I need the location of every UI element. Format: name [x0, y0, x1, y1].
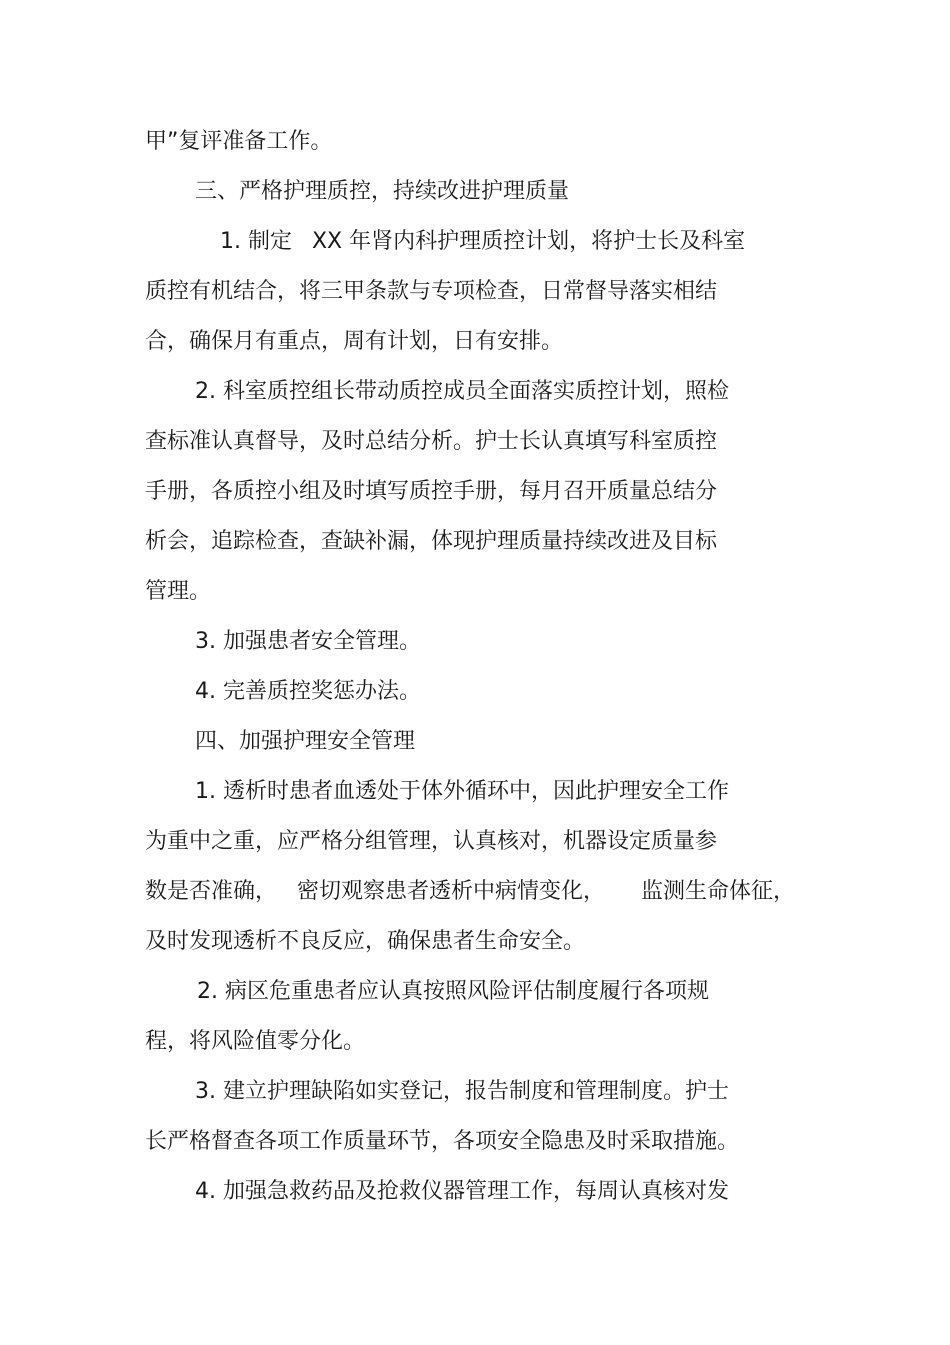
text-line: 4. 加强急救药品及抢救仪器管理工作，每周认真核对发: [195, 1179, 729, 1204]
text-segment: XX 年肾内科护理质控计划，将护士长及科室: [311, 229, 746, 254]
text-line: 长严格督查各项工作质量环节，各项安全隐患及时采取措施。: [145, 1129, 740, 1154]
text-line: 2. 科室质控组长带动质控成员全面落实质控计划，照检: [195, 379, 729, 404]
text-segment: 密切观察患者透析中病情变化，: [297, 879, 606, 904]
text-line: [145, 878, 795, 906]
text-line: 甲”复评准备工作。: [145, 129, 333, 154]
text-line: 手册，各质控小组及时填写质控手册，每月召开质量总结分: [145, 479, 718, 504]
text-line: 合，确保月有重点，周有计划，日有安排。: [145, 329, 564, 354]
section-heading: 四、加强护理安全管理: [195, 729, 416, 754]
text-line: [220, 228, 745, 256]
text-segment: 监测生命体征，: [641, 879, 796, 904]
text-line: 管理。: [145, 579, 212, 604]
text-line: 2. 病区危重患者应认真按照风险评估制度履行各项规: [197, 979, 709, 1004]
text-line: 程，将风险值零分化。: [145, 1029, 366, 1054]
section-heading: 三、严格护理质控，持续改进护理质量: [195, 179, 570, 204]
text-line: 1. 透析时患者血透处于体外循环中，因此护理安全工作: [195, 779, 729, 804]
text-line: 3. 建立护理缺陷如实登记，报告制度和管理制度。护士: [195, 1079, 729, 1104]
list-number: 1. 制定: [220, 229, 292, 254]
text-line: 为重中之重，应严格分组管理，认真核对，机器设定质量参: [145, 829, 718, 854]
text-line: 析会，追踪检查，查缺补漏，体现护理质量持续改进及目标: [145, 529, 718, 554]
text-segment: 数是否准确，: [145, 879, 278, 904]
text-line: 查标准认真督导，及时总结分析。护士长认真填写科室质控: [145, 429, 718, 454]
text-line: 3. 加强患者安全管理。: [195, 629, 421, 654]
text-line: 4. 完善质控奖惩办法。: [195, 679, 421, 704]
text-line: 质控有机结合，将三甲条款与专项检查，日常督导落实相结: [145, 279, 718, 304]
text-line: 及时发现透析不良反应，确保患者生命安全。: [145, 929, 586, 954]
